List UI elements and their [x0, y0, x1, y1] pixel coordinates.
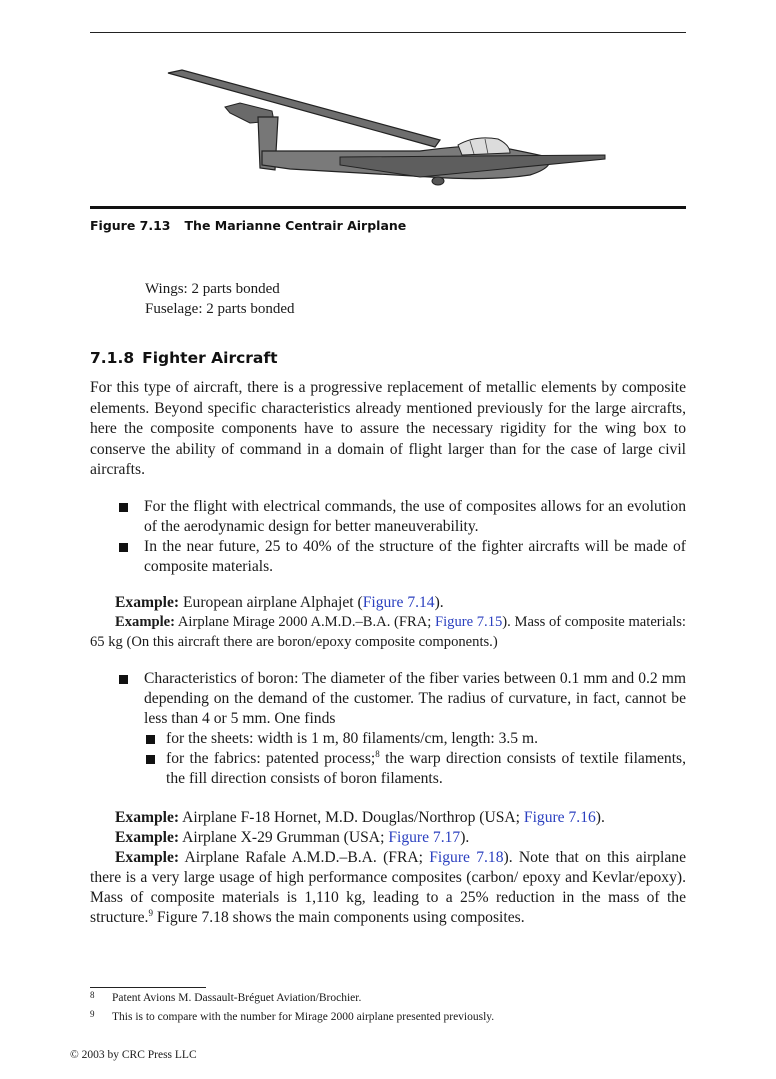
copyright-notice: © 2003 by CRC Press LLC — [70, 1049, 197, 1061]
intro-paragraph: For this type of aircraft, there is a progressive replacement of metallic elements by composite elements. Beyond specific characteristics already mentioned previously for the large aircrafts, here the composite components have to assure the necessary rigidity for the wing box to conserve the ability of command in a domain of flight larger than for the case of large civil aircrafts. — [90, 379, 686, 478]
example-f18 — [90, 808, 686, 828]
top-rule — [90, 32, 686, 33]
example-alphajet — [90, 593, 686, 613]
section-number: 7.1.8 — [90, 349, 135, 367]
example-label: Example: — [115, 809, 180, 826]
figure-link[interactable]: Figure 7.16 — [523, 809, 596, 826]
example-text-end: ). — [460, 829, 470, 846]
bullet-item — [144, 497, 686, 537]
bullet-square-icon — [146, 735, 155, 744]
figure-link[interactable]: Figure 7.17 — [388, 829, 461, 846]
example-label: Example: — [115, 849, 180, 866]
example-text-mid: ). Note that on this airplane there is a very large usage of high performance composites (carbon/ epoxy and Kevlar/epoxy). Mass of composite materials is 1,110 kg, leading to a 25% reduction in the mass of the structure. — [90, 849, 686, 926]
bullet-square-icon — [119, 543, 128, 552]
example-label: Example: — [115, 614, 175, 630]
figure-rule — [90, 206, 686, 209]
section-title: Fighter Aircraft — [142, 349, 278, 367]
figure-link[interactable]: Figure 7.15 — [434, 614, 503, 630]
example-text-end: Figure 7.18 shows the main components using composites. — [152, 909, 525, 926]
bullet-square-icon — [119, 503, 128, 512]
example-x29 — [90, 828, 686, 848]
bullet-boron — [144, 669, 686, 729]
example-rafale — [90, 848, 686, 928]
footnote-9 — [90, 1009, 494, 1023]
sub-bullet-sheets — [166, 729, 686, 749]
example-text: Airplane F-18 Hornet, M.D. Douglas/Northrop (USA; — [182, 809, 524, 826]
figure-link[interactable]: Figure 7.18 — [429, 849, 504, 866]
example-text: Airplane Rafale A.M.D.–B.A. (FRA; — [184, 849, 430, 866]
example-mirage — [90, 612, 686, 652]
bullet-text-cont: the warp direction consists of textile filaments, the fill direction consists of boron filaments. — [166, 750, 686, 787]
footnote-8 — [90, 990, 361, 1004]
example-text: European airplane Alphajet ( — [183, 594, 363, 611]
parts-wings: Wings: 2 parts bonded — [145, 281, 280, 297]
bullet-text: In the near future, 25 to 40% of the structure of the fighter aircrafts will be made of composite materials. — [144, 538, 686, 575]
bullet-text: for the sheets: width is 1 m, 80 filaments/cm, length: 3.5 m. — [166, 730, 539, 747]
footnote-ref[interactable]: 9 — [148, 908, 153, 918]
section-heading — [90, 349, 278, 367]
figure-title: The Marianne Centrair Airplane — [184, 218, 407, 233]
footnote-ref[interactable]: 8 — [375, 749, 380, 759]
bullet-square-icon — [119, 675, 128, 684]
footnote-text: Patent Avions M. Dassault-Bréguet Aviation/Brochier. — [112, 992, 362, 1004]
figure-link[interactable]: Figure 7.14 — [362, 594, 435, 611]
figure-caption — [90, 218, 406, 233]
example-text: Airplane Mirage 2000 A.M.D.–B.A. (FRA; — [177, 614, 435, 630]
glider-illustration — [90, 55, 686, 205]
example-text: Airplane X-29 Grumman (USA; — [182, 829, 389, 846]
parts-fuselage: Fuselage: 2 parts bonded — [145, 301, 295, 317]
footnote-number: 8 — [90, 990, 95, 1000]
example-text-end: ). — [434, 594, 444, 611]
figure-number: Figure 7.13 — [90, 218, 171, 233]
sub-bullet-fabrics — [166, 749, 686, 789]
footnote-rule — [90, 987, 206, 988]
example-text-end: ). Mass of composite materials: 65 kg (On this aircraft there are boron/epoxy composite components.) — [90, 614, 686, 650]
footnote-number: 9 — [90, 1009, 95, 1019]
bullet-text: For the flight with electrical commands, the use of composites allows for an evolution of the aerodynamic design for better maneuverability. — [144, 498, 686, 535]
bullet-square-icon — [146, 755, 155, 764]
bullet-text: Characteristics of boron: The diameter of the fiber varies between 0.1 mm and 0.2 mm depending on the demand of the customer. The radius of curvature, in fact, cannot be less than 4 or 5 mm. One finds — [144, 670, 686, 727]
bullet-text: for the fabrics: patented process; — [166, 750, 376, 767]
bullet-item — [144, 537, 686, 577]
footnote-text: This is to compare with the number for Mirage 2000 airplane presented previously. — [112, 1011, 495, 1023]
example-label: Example: — [115, 594, 180, 611]
example-text-end: ). — [595, 809, 605, 826]
example-label: Example: — [115, 829, 180, 846]
